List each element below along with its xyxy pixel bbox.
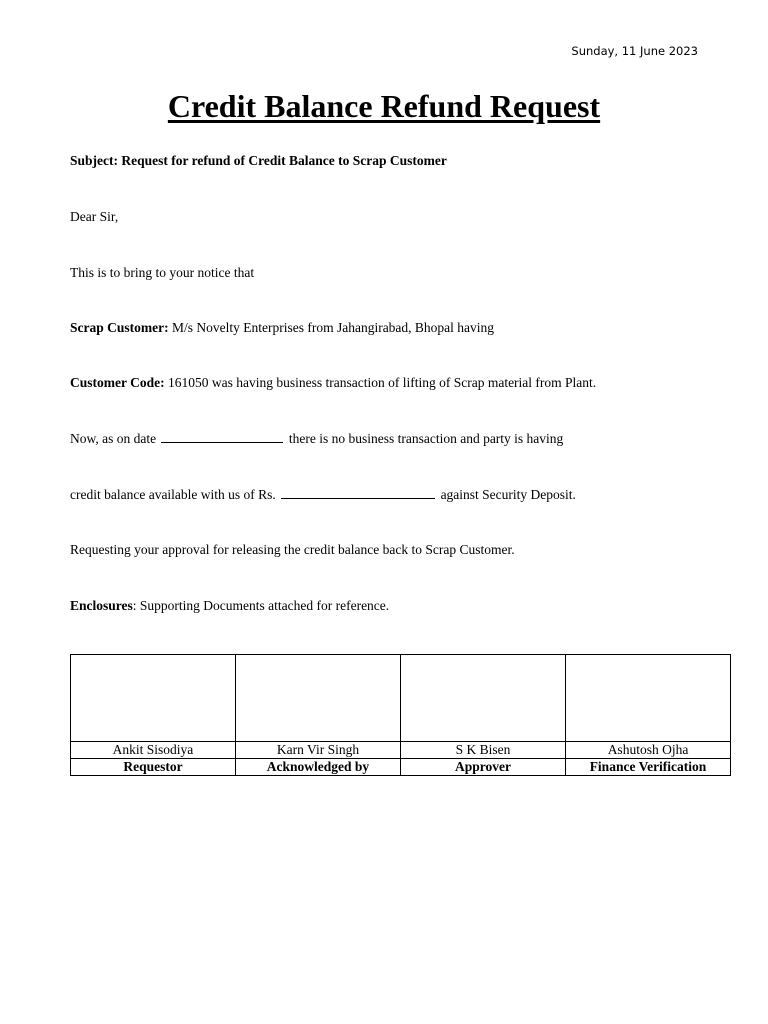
date-line-after: there is no business transaction and party is having (285, 431, 564, 446)
date-line-before: Now, as on date (70, 431, 160, 446)
date-line (70, 431, 563, 447)
signature-box (236, 655, 401, 742)
document-date: Sunday, 11 June 2023 (571, 44, 698, 58)
signatory-role: Requestor (71, 759, 236, 776)
signature-box (401, 655, 566, 742)
scrap-customer-line (70, 320, 494, 336)
request-line: Requesting your approval for releasing the credit balance back to Scrap Customer. (70, 542, 515, 557)
customer-code-label: Customer Code: (70, 375, 165, 390)
enclosures-label: Enclosures (70, 598, 133, 613)
signatory-names-row (71, 742, 731, 759)
customer-code-text: 161050 was having business transaction of lifting of Scrap material from Plant. (164, 375, 597, 390)
signatory-name: Ashutosh Ojha (566, 742, 731, 759)
subject-line: Subject: Request for refund of Credit Balance to Scrap Customer (70, 153, 447, 168)
signatory-name: Karn Vir Singh (236, 742, 401, 759)
scrap-customer-label: Scrap Customer: (70, 320, 169, 335)
customer-code-line (70, 375, 596, 391)
credit-line-before: credit balance available with us of Rs. (70, 487, 280, 502)
date-blank[interactable] (161, 441, 283, 443)
signatory-role: Finance Verification (566, 759, 731, 776)
credit-line-after: against Security Deposit. (437, 487, 576, 502)
signature-box (566, 655, 731, 742)
amount-blank[interactable] (281, 497, 435, 499)
signatory-roles-row (71, 759, 731, 776)
signature-space-row (71, 655, 731, 742)
intro-line: This is to bring to your notice that (70, 265, 255, 280)
document-title: Credit Balance Refund Request (167, 88, 601, 124)
signature-box (71, 655, 236, 742)
signatory-role: Acknowledged by (236, 759, 401, 776)
credit-line (70, 487, 576, 503)
enclosures-text: : Supporting Documents attached for reference. (132, 598, 390, 613)
signatory-role: Approver (401, 759, 566, 776)
enclosures-line (70, 598, 389, 614)
signature-table (70, 654, 731, 776)
salutation: Dear Sir, (70, 209, 119, 224)
signatory-name: Ankit Sisodiya (71, 742, 236, 759)
scrap-customer-text: M/s Novelty Enterprises from Jahangirabad, Bhopal having (168, 320, 495, 335)
signatory-name: S K Bisen (401, 742, 566, 759)
